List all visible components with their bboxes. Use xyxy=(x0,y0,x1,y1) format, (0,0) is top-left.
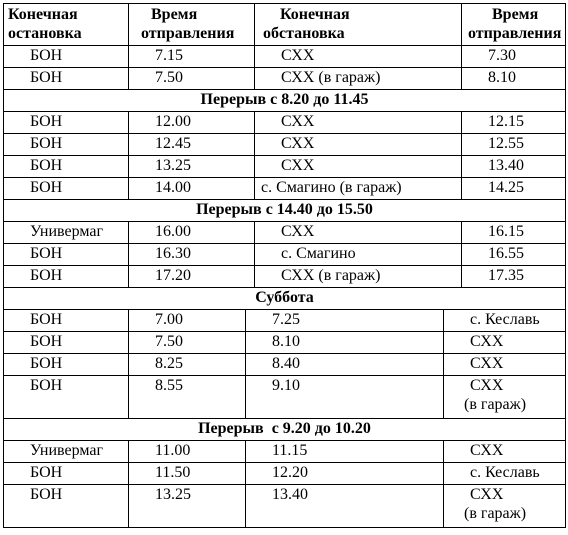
stop-cell: с. Смагино xyxy=(255,244,462,266)
weekday-schedule-table xyxy=(3,3,566,310)
header-row xyxy=(4,4,566,46)
stop-cell: БОН xyxy=(4,332,129,354)
break-row xyxy=(4,90,566,112)
time-cell: 7.50 xyxy=(129,332,246,354)
break-label: Перерыв с 14.40 до 15.50 xyxy=(4,200,566,222)
stop-cell: БОН xyxy=(4,310,129,332)
table-row xyxy=(4,441,566,463)
stop-cell: СХХ xyxy=(255,112,462,134)
time-cell: 7.15 xyxy=(129,46,255,68)
stop-cell: СХХ xyxy=(255,46,462,68)
stop-cell: БОН xyxy=(4,156,129,178)
stop-cell: СХХ xyxy=(444,441,566,463)
header-departure-time-2: Время отправления xyxy=(462,4,566,46)
break-row xyxy=(4,419,566,441)
break-label: Перерыв с 9.20 до 10.20 xyxy=(4,419,566,441)
table-row xyxy=(4,156,566,178)
stop-cell: СХХ (в гараж) xyxy=(255,266,462,288)
stop-cell: БОН xyxy=(4,68,129,90)
table-row xyxy=(4,354,566,376)
break-row xyxy=(4,200,566,222)
time-cell: 13.25 xyxy=(129,156,255,178)
time-cell: 9.10 xyxy=(246,376,444,419)
stop-cell: с. Смагино (в гараж) xyxy=(255,178,462,200)
stop-cell: БОН xyxy=(4,112,129,134)
stop-cell: БОН xyxy=(4,134,129,156)
time-cell: 8.55 xyxy=(129,376,246,419)
stop-cell: БОН xyxy=(4,178,129,200)
table-row xyxy=(4,485,566,528)
stop-cell: СХХ xyxy=(255,156,462,178)
stop-cell: СХХ xyxy=(444,332,566,354)
time-cell: 12.20 xyxy=(246,463,444,485)
stop-cell: СХХ (в гараж) xyxy=(255,68,462,90)
stop-cell xyxy=(444,376,566,419)
time-cell: 16.15 xyxy=(462,222,566,244)
time-cell: 11.00 xyxy=(129,441,246,463)
time-cell: 8.40 xyxy=(246,354,444,376)
break-label: Перерыв с 8.20 до 11.45 xyxy=(4,90,566,112)
stop-cell xyxy=(444,485,566,528)
time-cell: 16.00 xyxy=(129,222,255,244)
saturday-label: Суббота xyxy=(4,288,566,310)
header-end-stop: Конечная остановка xyxy=(4,4,129,46)
table-row xyxy=(4,68,566,90)
time-cell: 11.15 xyxy=(246,441,444,463)
stop-line-1: СХХ xyxy=(470,377,504,394)
stop-cell: БОН xyxy=(4,485,129,528)
stop-cell: БОН xyxy=(4,376,129,419)
time-cell: 14.25 xyxy=(462,178,566,200)
table-row xyxy=(4,222,566,244)
stop-cell: СХХ xyxy=(255,134,462,156)
time-cell: 8.25 xyxy=(129,354,246,376)
table-row xyxy=(4,310,566,332)
table-row xyxy=(4,332,566,354)
header-departure-time: Время отправления xyxy=(129,4,255,46)
stop-cell: СХХ xyxy=(444,354,566,376)
saturday-row xyxy=(4,288,566,310)
time-cell: 12.45 xyxy=(129,134,255,156)
time-cell: 8.10 xyxy=(462,68,566,90)
time-cell: 7.50 xyxy=(129,68,255,90)
table-row xyxy=(4,134,566,156)
time-cell: 13.40 xyxy=(246,485,444,528)
stop-cell: с. Кеславь xyxy=(444,463,566,485)
stop-cell: БОН xyxy=(4,354,129,376)
stop-cell: БОН xyxy=(4,463,129,485)
table-row xyxy=(4,178,566,200)
time-cell: 17.35 xyxy=(462,266,566,288)
time-cell: 16.30 xyxy=(129,244,255,266)
time-cell: 11.50 xyxy=(129,463,246,485)
saturday-schedule-table xyxy=(3,309,566,528)
stop-cell: СХХ xyxy=(255,222,462,244)
table-row xyxy=(4,112,566,134)
table-row xyxy=(4,46,566,68)
stop-cell: с. Кеславь xyxy=(444,310,566,332)
time-cell: 17.20 xyxy=(129,266,255,288)
table-row xyxy=(4,376,566,419)
stop-cell: Универмаг xyxy=(4,441,129,463)
table-row xyxy=(4,244,566,266)
time-cell: 12.00 xyxy=(129,112,255,134)
time-cell: 14.00 xyxy=(129,178,255,200)
stop-cell: БОН xyxy=(4,266,129,288)
time-cell: 13.25 xyxy=(129,485,246,528)
header-end-stop-2: Конечная обстановка xyxy=(255,4,462,46)
time-cell: 12.15 xyxy=(462,112,566,134)
time-cell: 13.40 xyxy=(462,156,566,178)
stop-line-1: СХХ xyxy=(470,486,504,503)
time-cell: 8.10 xyxy=(246,332,444,354)
time-cell: 7.30 xyxy=(462,46,566,68)
stop-cell: БОН xyxy=(4,46,129,68)
stop-cell: Универмаг xyxy=(4,222,129,244)
time-cell: 12.55 xyxy=(462,134,566,156)
time-cell: 7.25 xyxy=(246,310,444,332)
stop-cell: БОН xyxy=(4,244,129,266)
stop-line-2: (в гараж) xyxy=(464,505,527,522)
stop-line-2: (в гараж) xyxy=(464,396,527,413)
time-cell: 7.00 xyxy=(129,310,246,332)
table-row xyxy=(4,266,566,288)
time-cell: 16.55 xyxy=(462,244,566,266)
schedule-document xyxy=(3,3,565,528)
table-row xyxy=(4,463,566,485)
